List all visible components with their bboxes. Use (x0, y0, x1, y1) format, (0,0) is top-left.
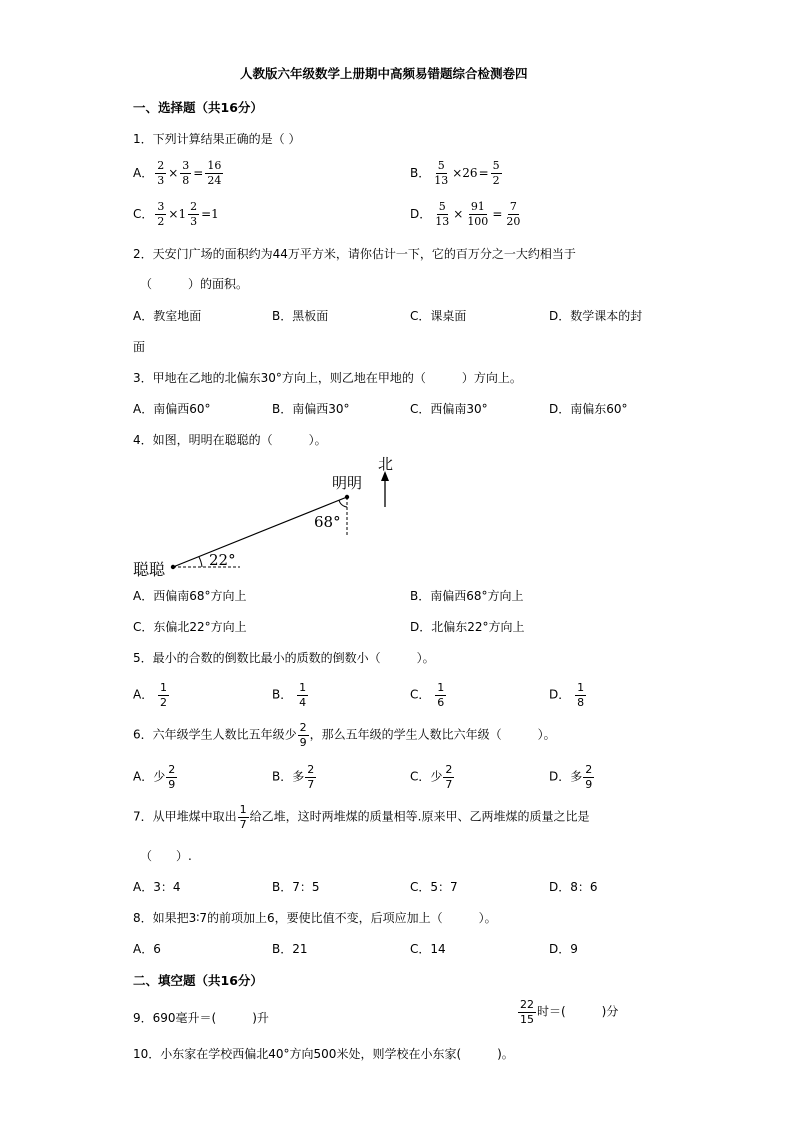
fraction: $\frac{1}{6}$ (437, 681, 445, 709)
page-title: 人教版六年级数学上册期中高频易错题综合检测卷四 (240, 66, 528, 81)
question-2-stem: 2．天安门广场的面积约为44万平方米，请你估计一下，它的百万分之一大约相当于 (133, 247, 576, 261)
q8-option-b[interactable]: B．21 (272, 942, 308, 956)
fraction: $\frac{3}{2}$ (157, 200, 165, 228)
option-label: A．少 (133, 769, 166, 784)
q8-option-c[interactable]: C．14 (410, 942, 446, 956)
question-6-stem: 6．六年级学生人数比五年级少 $\frac{2}{9}$ ，那么五年级的学生人数比六年级（ ）。 (133, 721, 556, 749)
q7-option-a[interactable]: A．3：4 (133, 880, 181, 894)
q5-option-b[interactable] (272, 682, 309, 708)
q2-option-d-cont: 面 (133, 340, 146, 354)
fraction: $\frac{3}{8}$ (182, 159, 190, 187)
q3-option-c[interactable]: C．西偏南30° (410, 402, 488, 416)
q1-option-c[interactable]: C． $\frac{3}{2}$ ×1 $\frac{2}{3}$ =1 (133, 200, 219, 228)
option-label: B．多 (272, 769, 305, 784)
q5-option-c[interactable] (410, 682, 447, 708)
q1-option-d[interactable]: D． $\frac{5}{13}$ × $\frac{91}{100}$ = $\frac{7}{20}$ (410, 200, 521, 228)
q1-option-a[interactable]: A． $\frac{2}{3}$ × $\frac{3}{8}$ = $\frac{16}{24}$ (133, 159, 222, 187)
q3-option-a[interactable]: A．南偏西60° (133, 402, 211, 416)
question-5-stem: 5．最小的合数的倒数比最小的质数的倒数小（ ）。 (133, 651, 435, 665)
fraction: $\frac{1}{7}$ (239, 803, 247, 831)
fraction: $\frac{22}{15}$ (520, 998, 534, 1026)
q2-option-c[interactable]: C．课桌面 (410, 309, 467, 323)
q3-option-d[interactable]: D．南偏东60° (549, 402, 628, 416)
angle-22-label: 22° (209, 551, 236, 569)
fraction: $\frac{1}{8}$ (577, 681, 585, 709)
fraction: $\frac{7}{20}$ (506, 200, 521, 228)
q2-option-d[interactable]: D．数学课本的封 (549, 309, 643, 323)
q6-option-c[interactable] (410, 764, 455, 790)
option-label: D． (549, 687, 571, 702)
option-label: C． (410, 687, 431, 702)
q8-option-d[interactable]: D．9 (549, 942, 578, 956)
q6-option-b[interactable] (272, 764, 317, 790)
fraction: $\frac{2}{9}$ (299, 721, 307, 749)
question-4-stem: 4．如图，明明在聪聪的（ ）。 (133, 433, 327, 447)
sightline (173, 497, 347, 567)
option-label: D． (410, 207, 432, 222)
question-9-right: $\frac{22}{15}$ 时＝( )分 (520, 998, 619, 1026)
q4-option-c[interactable]: C．东偏北22°方向上 (133, 620, 247, 634)
q6-option-d[interactable] (549, 764, 595, 790)
question-10-stem: 10．小东家在学校西偏北40°方向500米处，则学校在小东家( )。 (133, 1047, 514, 1061)
fraction: $\frac{2}{3}$ (157, 159, 165, 187)
q7-option-b[interactable]: B．7：5 (272, 880, 320, 894)
section-heading-2: 二、填空题（共16分） (133, 973, 263, 988)
fraction: $\frac{5}{13}$ (435, 200, 450, 228)
north-label: 北 (378, 455, 394, 473)
fraction: $\frac{16}{24}$ (207, 159, 222, 187)
angle-arc-68 (339, 500, 347, 507)
question-1-stem: 1．下列计算结果正确的是（ ） (133, 132, 301, 146)
q6-option-a[interactable] (133, 764, 178, 790)
congcong-label: 聪聪 (133, 560, 166, 579)
fraction: $\frac{91}{100}$ (467, 200, 489, 228)
option-label: B． (410, 166, 431, 181)
fraction: $\frac{2}{7}$ (307, 763, 315, 791)
question-7-stem-cont: （ ）. (140, 849, 192, 863)
q5-option-d[interactable] (549, 682, 587, 708)
fraction: $\frac{2}{7}$ (445, 763, 453, 791)
q7-option-d[interactable]: D．8：6 (549, 880, 598, 894)
fraction: $\frac{1}{4}$ (299, 681, 307, 709)
option-label: A． (133, 166, 154, 181)
option-label: C．少 (410, 769, 443, 784)
fraction: $\frac{1}{2}$ (160, 681, 168, 709)
congcong-point (171, 565, 175, 569)
mingming-point (345, 495, 349, 499)
q2-option-a[interactable]: A．教室地面 (133, 309, 202, 323)
fraction: $\frac{2}{9}$ (168, 763, 176, 791)
section-heading: 一、选择题（共16分） (133, 100, 263, 115)
q8-option-a[interactable]: A．6 (133, 942, 161, 956)
angle-arc-22 (199, 557, 202, 567)
q4-option-d[interactable]: D．北偏东22°方向上 (410, 620, 525, 634)
option-label: A． (133, 687, 154, 702)
question-2-stem-cont: （ ）的面积。 (140, 277, 249, 291)
fraction: $\frac{5}{2}$ (492, 159, 500, 187)
q4-option-b[interactable]: B．南偏西68°方向上 (410, 589, 524, 603)
question-9-left: 9．690毫升＝( )升 (133, 1011, 269, 1025)
mingming-label: 明明 (332, 474, 363, 492)
question-3-stem: 3．甲地在乙地的北偏东30°方向上，则乙地在甲地的（ ）方向上。 (133, 371, 522, 385)
q4-option-a[interactable]: A．西偏南68°方向上 (133, 589, 247, 603)
fraction: $\frac{5}{13}$ (434, 159, 449, 187)
q1-option-b[interactable]: B． $\frac{5}{13}$ ×26 = $\frac{5}{2}$ (410, 159, 500, 187)
q2-option-b[interactable]: B．黑板面 (272, 309, 329, 323)
option-label: C． (133, 207, 154, 222)
option-label: B． (272, 687, 293, 702)
fraction: $\frac{2}{9}$ (585, 763, 593, 791)
q5-option-a[interactable] (133, 682, 170, 708)
angle-68-label: 68° (314, 513, 341, 531)
option-label: D．多 (549, 769, 583, 784)
direction-figure (125, 455, 415, 580)
fraction: $\frac{2}{3}$ (190, 200, 198, 228)
q3-option-b[interactable]: B．南偏西30° (272, 402, 350, 416)
q7-option-c[interactable]: C．5：7 (410, 880, 458, 894)
question-7-stem: 7．从甲堆煤中取出 $\frac{1}{7}$ 给乙堆，这时两堆煤的质量相等.原来甲、乙两堆煤的质量之比是 (133, 803, 590, 831)
question-8-stem: 8．如果把3∶7的前项加上6，要使比值不变，后项应加上（ ）。 (133, 911, 497, 925)
